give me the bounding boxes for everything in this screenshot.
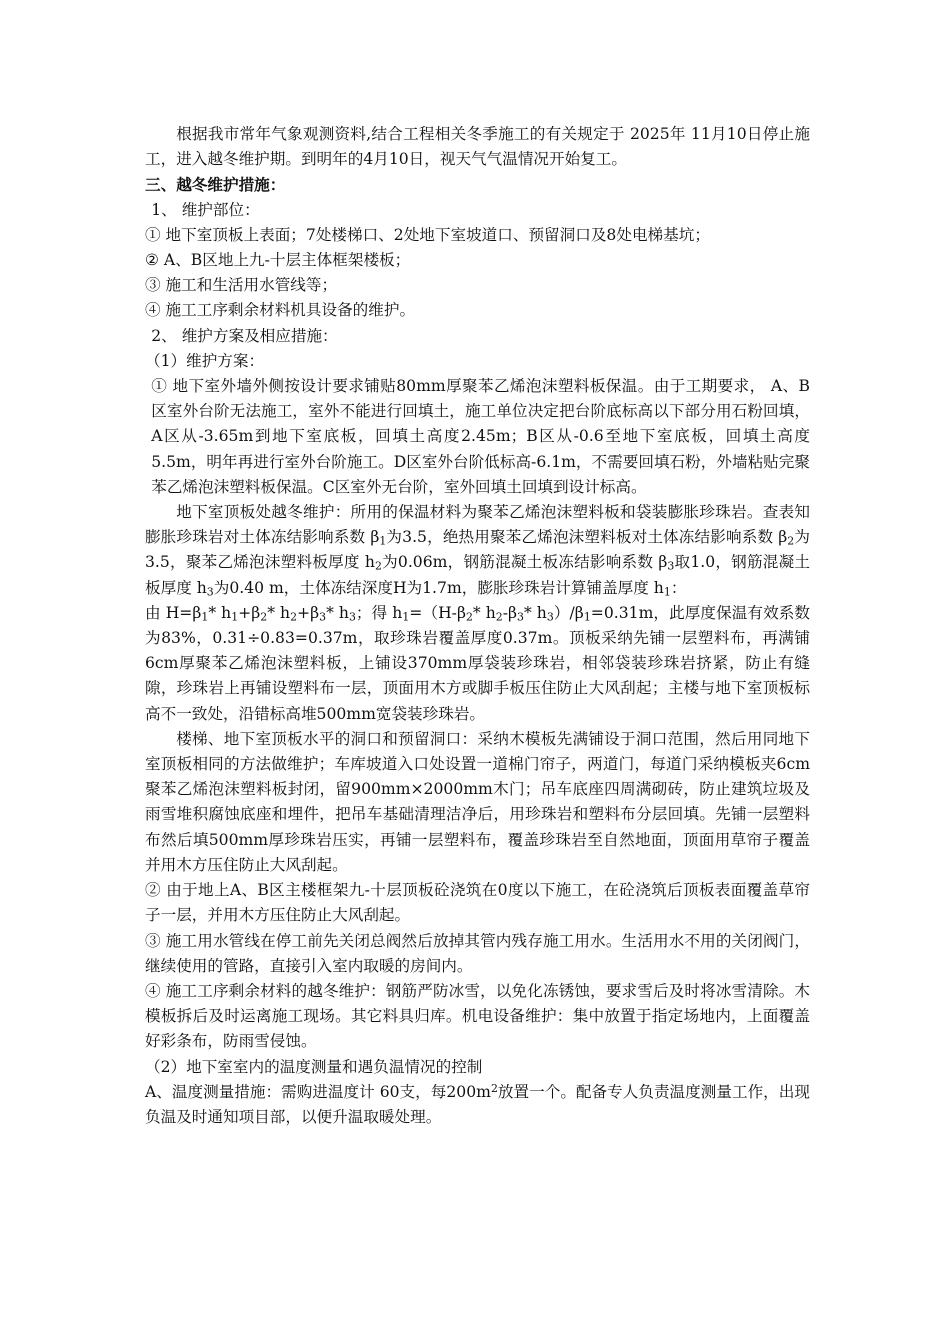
plan-paragraph-2: ② 由于地上A、B区主楼框架九-十层顶板砼浇筑在0度以下施工，在砼浇筑后顶板表面覆盖草帘子一层，并用木方压住防止大风刮起。 [145, 881, 810, 925]
item1-heading: 1、 维护部位： [151, 200, 260, 219]
document-page [145, 122, 810, 1130]
item2-heading: 2、 维护方案及相应措施： [151, 326, 338, 345]
roof-paragraph: 地下室顶板处越冬维护：所用的保温材料为聚苯乙烯泡沫塑料板和袋装膨胀珍珠岩。查表知膨胀珍珠岩对土体冻结影响系数 $\beta_1$为3.5，绝热用聚苯乙烯泡沫塑料板对土体冻结影响系数 $\beta_2$为3.5，聚苯乙烯泡沫塑料板厚度 $h_2$为0.06m，钢筋混凝土板冻结影响系数 $\beta_3$取1.0，钢筋混凝土板厚度 $h_3$为0.40 m，土体冻结深度H为1.7m，膨胀珍珠岩计算铺盖厚度 $h_1$： [145, 503, 810, 599]
sub2-heading: （2）地下室室内的温度测量和遇负温情况的控制 [145, 1057, 483, 1076]
part-item-1: ① 地下室顶板上表面；7处楼梯口、2处地下室坡道口、预留洞口及8处电梯基坑； [145, 225, 710, 244]
plan-paragraph-1: ① 地下室外墙外侧按设计要求铺贴80mm厚聚苯乙烯泡沫塑料板保温。由于工期要求， A、B区室外台阶无法施工，室外不能进行回填土，施工单位决定把台阶底标高以下部分用石粉回填，A区从-3.65m到地下室底板，回填土高度2.45m；B区从-0.6至地下室底板，回填土高度5.5m，明年再进行室外台阶施工。D区室外台阶低标高-6.1m，不需要回填石粉，外墙粘贴完聚苯乙烯泡沫塑料板保温。C区室外无台阶，室外回填土回填到设计标高。 [151, 377, 810, 496]
temperature-paragraph: A、温度测量措施：需购进温度计 60支，每$200m^2$放置一个。配备专人负责温度测量工作，出现负温及时通知项目部，以便升温取暖处理。 [145, 1081, 810, 1126]
plan-paragraph-3: ③ 施工用水管线在停工前先关闭总阀然后放掉其管内残存施工用水。生活用水不用的关闭阀门，继续使用的管路，直接引入室内取暖的房间内。 [145, 931, 810, 975]
stairs-paragraph: 楼梯、地下室顶板水平的洞口和预留洞口：采纳木模板先满铺设于洞口范围，然后用同地下室顶板相同的方法做维护；车库坡道入口处设置一道棉门帘子，两道门，每道门采纳模板夹6cm聚苯乙烯泡沫塑料板封闭，留900mm×2000mm木门；吊车底座四周满砌砖，防止建筑垃圾及雨雪堆积腐蚀底座和埋件，把吊车基础清理洁净后，用珍珠岩和塑料布分层回填。先铺一层塑料布然后填500mm厚珍珠岩压实，再铺一层塑料布，覆盖珍珠岩至自然地面，顶面用草帘子覆盖并用木方压住防止大风刮起。 [145, 729, 810, 874]
part-item-4: ④ 施工工序剩余材料机具设备的维护。 [145, 301, 416, 320]
sub1-heading: （1）维护方案： [145, 351, 265, 370]
part-item-2: ② A、B区地上九-十层主体框架楼板； [145, 251, 411, 270]
formula-paragraph: 由 $H=\beta_1*$ $h_1+\beta_2*$ $h_2+\beta_3*$ $h_3$；得 $h_1=(H-\beta_2*$ $h_2-\beta_3*$ $h_3)/\beta_1=0.31m$，此厚度保温有效系数为83%，0.31÷0.83=0.37m，取珍珠岩覆盖厚度0.37m。顶板采纳先铺一层塑料布，再满铺6cm厚聚苯乙烯泡沫塑料板，上铺设370mm厚袋装珍珠岩，相邻袋装珍珠岩挤紧，防止有缝隙，珍珠岩上再铺设塑料布一层，顶面用木方或脚手板压住防止大风刮起；主楼与地下室顶板标高不一致处，沿错标高堆500mm宽袋装珍珠岩。 [145, 603, 811, 723]
plan-paragraph-4: ④ 施工工序剩余材料的越冬维护：钢筋严防冰雪，以免化冻锈蚀，要求雪后及时将冰雪清除。木模板拆后及时运离施工现场。其它料具归库。机电设备维护：集中放置于指定场地内，上面覆盖好彩条布，防雨雪侵蚀。 [145, 981, 810, 1051]
section-heading: 三、越冬维护措施： [145, 175, 286, 195]
intro-paragraph: 根据我市常年气象观测资料,结合工程相关冬季施工的有关规定于 2025年 11月10日停止施工，进入越冬维护期。到明年的4月10日，视天气气温情况开始复工。 [145, 125, 810, 169]
part-item-3: ③ 施工和生活用水管线等； [145, 276, 338, 295]
